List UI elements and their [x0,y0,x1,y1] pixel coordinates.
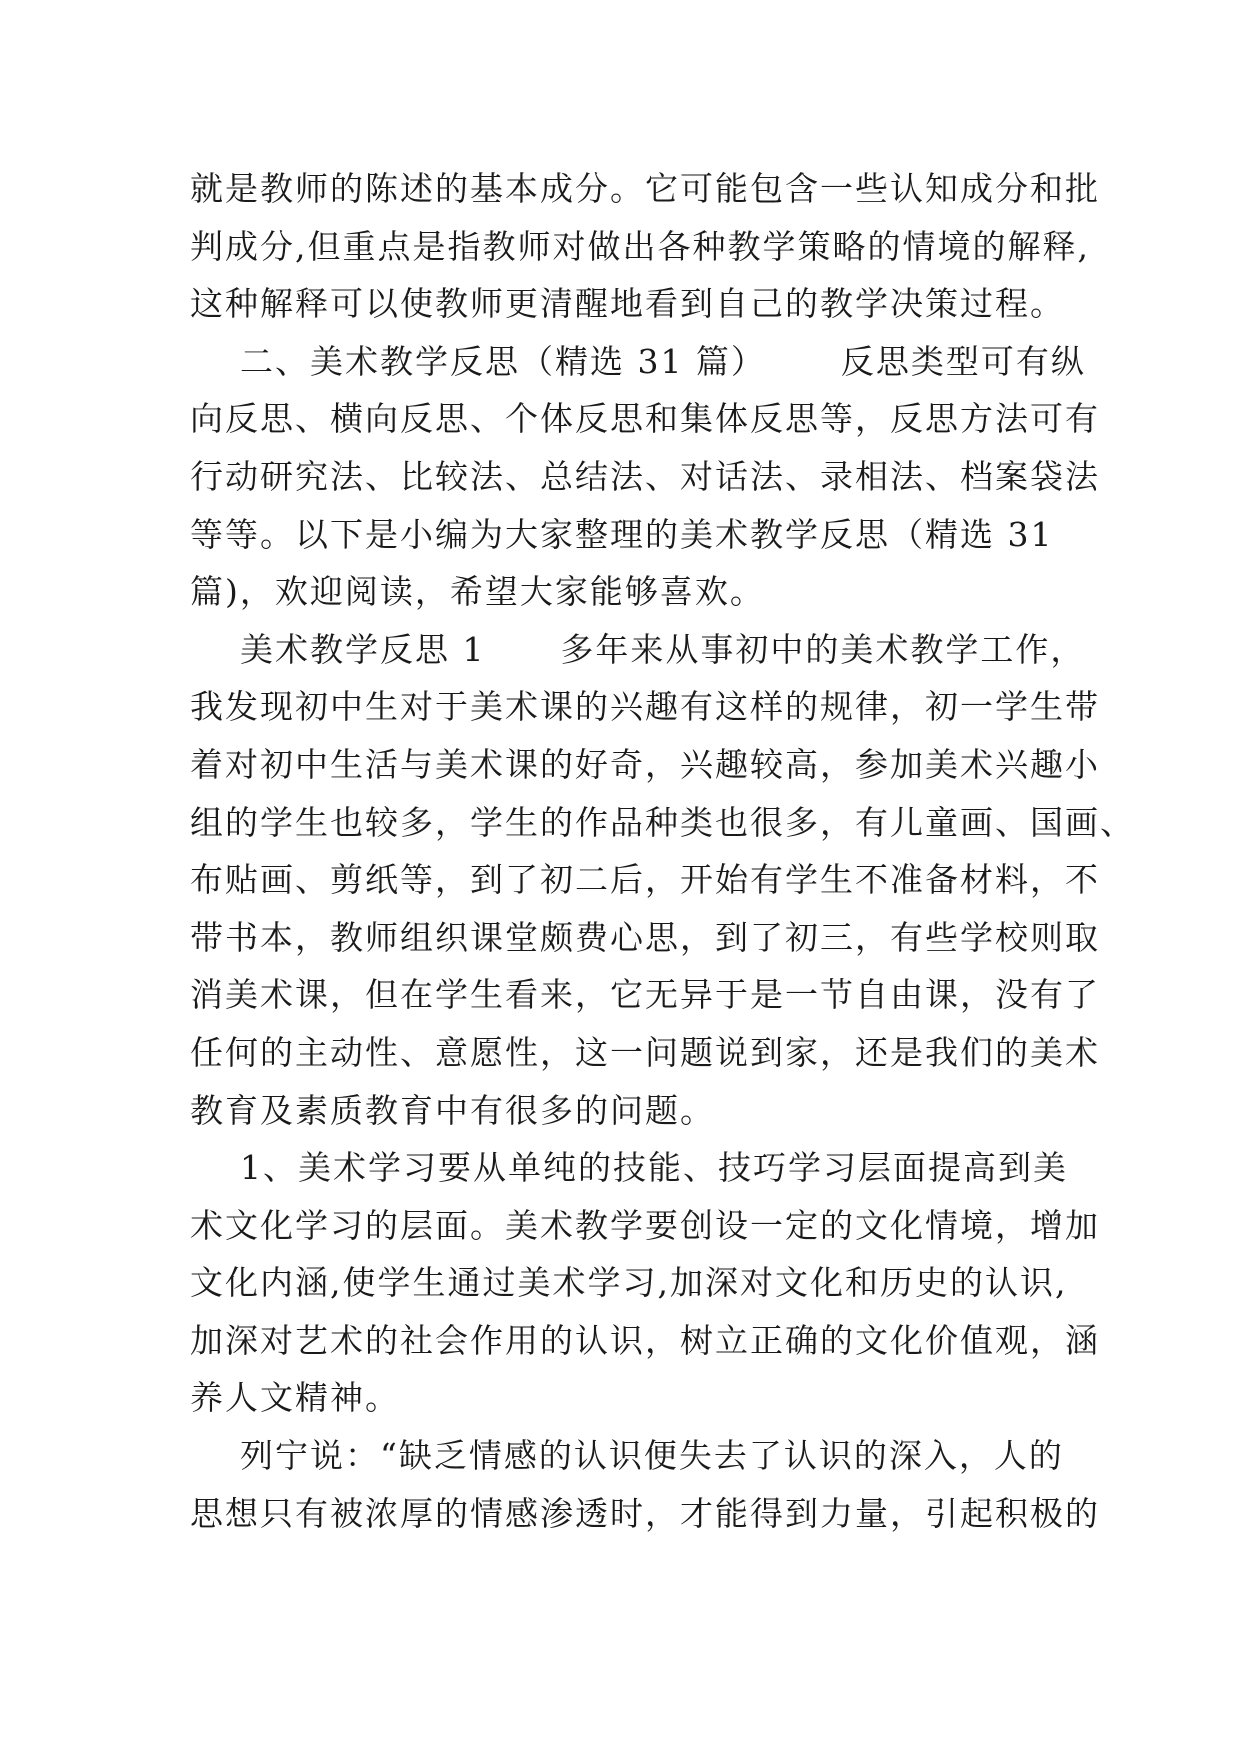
text-line: 布贴画、剪纸等，到了初二后，开始有学生不准备材料，不 [190,860,1100,900]
text-line: 任何的主动性、意愿性，这一问题说到家，还是我们的美术 [190,1032,1100,1072]
subsection-heading-line: 美术教学反思 1 多年来从事初中的美术教学工作， [190,629,1086,669]
text-line: 这种解释可以使教师更清醒地看到自己的教学决策过程。 [190,284,1065,324]
text-line: 组的学生也较多，学生的作品种类也很多，有儿童画、国画、 [190,802,1135,842]
quote-paragraph-line: 列宁说：“缺乏情感的认识便失去了认识的深入，人的 [190,1436,1064,1476]
text-line: 篇)，欢迎阅读，希望大家能够喜欢。 [190,572,765,612]
text-line: 文化内涵,使学生通过美术学习,加深对文化和历史的认识, [190,1263,1068,1303]
text-line: 教育及素质教育中有很多的问题。 [190,1090,715,1130]
text-line: 我发现初中生对于美术课的兴趣有这样的规律，初一学生带 [190,687,1100,727]
text-line: 消美术课，但在学生看来，它无异于是一节自由课，没有了 [190,975,1100,1015]
text-line: 带书本，教师组织课堂颇费心思，到了初三，有些学校则取 [190,917,1100,957]
numbered-point-line: 1、美术学习要从单纯的技能、技巧学习层面提高到美 [190,1148,1068,1188]
document-body [190,160,1135,1542]
text-line: 行动研究法、比较法、总结法、对话法、录相法、档案袋法 [190,456,1100,496]
text-line: 等等。以下是小编为大家整理的美术教学反思（精选 31 [190,514,1054,554]
text-line: 就是教师的陈述的基本成分。它可能包含一些认知成分和批 [190,169,1100,208]
text-line: 术文化学习的层面。美术教学要创设一定的文化情境，增加 [190,1205,1100,1245]
text-line: 着对初中生活与美术课的好奇，兴趣较高，参加美术兴趣小 [190,744,1100,784]
text-line: 向反思、横向反思、个体反思和集体反思等，反思方法可有 [190,399,1100,439]
text-line: 判成分,但重点是指教师对做出各种教学策略的情境的解释, [190,226,1090,266]
text-line: 养人文精神。 [190,1378,400,1418]
section-heading-line: 二、美术教学反思（精选 31 篇） 反思类型可有纵 [190,341,1086,381]
text-line: 思想只有被浓厚的情感渗透时，才能得到力量，引起积极的 [190,1493,1100,1533]
text-line: 加深对艺术的社会作用的认识，树立正确的文化价值观，涵 [190,1320,1100,1360]
